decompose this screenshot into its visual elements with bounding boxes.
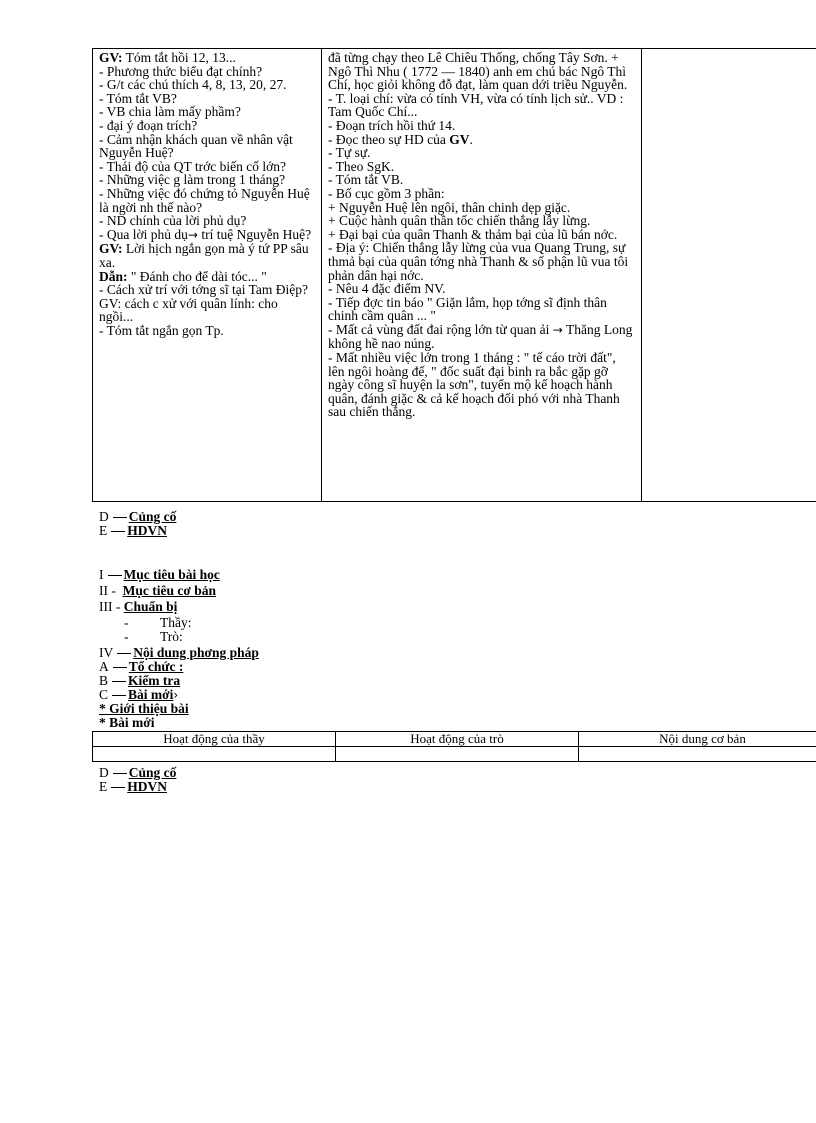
text-line — [328, 228, 635, 242]
lesson-table — [92, 48, 816, 502]
text-line — [328, 160, 635, 174]
line-text: - ND chính của lời phủ dụ? — [99, 213, 247, 229]
section-label: III - — [99, 599, 121, 614]
section-iii-preparation — [99, 600, 177, 614]
text-line — [328, 323, 635, 351]
line-text: đã từng chạy theo Lê Chiêu Thống, chống Tây Sơn. + Ngô Thì Nhu ( 1772 — 1840) anh em chú bác Ngô Thì Chí, học giỏi không đỗ đạt, làm quan dới triều Nguyễn. — [328, 50, 628, 93]
text-line — [328, 133, 635, 147]
text-line — [328, 92, 635, 119]
table-row — [93, 49, 816, 502]
line-text: - Theo SgK. — [328, 158, 395, 174]
line-text: GV: cách c xử với quân lính: cho ngồi... — [99, 295, 278, 325]
text-line — [328, 201, 635, 215]
new-lesson — [99, 716, 154, 730]
section-title: Củng cố — [128, 509, 177, 524]
header-basic-content: Nội dung cơ bản — [579, 732, 816, 747]
line-text: - Nêu 4 đặc điểm NV. — [328, 281, 446, 297]
line-text: - Đoạn trích hồi thứ 14. — [328, 117, 456, 133]
section-i-objectives — [99, 568, 220, 582]
text-line — [328, 296, 635, 323]
prep-teacher: - Thầy: — [124, 615, 192, 630]
section-title: Bài mới — [128, 687, 174, 702]
section-label: E — [99, 779, 108, 794]
line-text: - Cảm nhận khách quan về nhân vật Nguyễn Huệ? — [99, 131, 293, 161]
section-title: Mục tiêu bài học — [123, 567, 220, 582]
text-line — [99, 187, 315, 214]
section-e-homework — [99, 524, 167, 538]
text-line — [328, 119, 635, 133]
table-row — [93, 732, 816, 747]
new-lesson-label: * Bài mới — [99, 715, 155, 730]
text-line — [99, 324, 315, 338]
section-title: Kiểm tra — [128, 673, 181, 688]
line-text: Lời hịch ngắn gọn mà ý tứ PP sâu xa. — [99, 241, 309, 270]
section-title: Nội dung phơng pháp — [133, 645, 259, 660]
text-line — [99, 133, 315, 160]
text-line — [99, 92, 315, 106]
line-text: - Mất nhiều việc lớn trong 1 tháng : " tế cáo trời đất", lên ngôi hoàng đế, " đốc suất đại binh ra bắc gặp gỡ ngày công sĩ huyện la sơn", tuyển mộ kế hoạch hành quân, đánh giặc & cả kế hoạch đối phó với nhà Thanh sau chiến thắng. — [328, 350, 620, 420]
section-d-consolidation — [99, 510, 176, 524]
line-text: - Qua lời phủ dụ — [99, 226, 188, 242]
line-text: - Mất cả vùng đất đai rộng lớn từ quan ải — [328, 321, 553, 337]
line-text: - Tóm tắt VB? — [99, 90, 177, 106]
line-text: - Tiếp đợc tin báo " Giặn lắm, họp tớng sĩ định thân chinh cầm quân ... " — [328, 294, 607, 324]
line-text: - Những việc đó chứng tỏ Nguyễn Huệ là ngời nh thế nào? — [99, 185, 310, 215]
section-title: HDVN — [127, 523, 167, 538]
empty-cell — [93, 747, 336, 762]
text-line — [328, 51, 635, 92]
text-line — [99, 173, 315, 187]
teacher-activity-cell — [93, 49, 322, 502]
line-text: - T. loại chí: vừa có tính VH, vừa có tính lịch sử.. VD : Tam Quốc Chí... — [328, 90, 624, 120]
prep-teacher-label: Thầy: — [160, 615, 192, 630]
text-line — [99, 119, 315, 133]
intro-lesson — [99, 702, 189, 716]
text-line — [328, 173, 635, 187]
section-iv-content — [99, 646, 259, 660]
line-text: - Địa ý: Chiến thắng lẫy lừng của vua Quang Trung, sự thmả bại của quân tớng nhà Thanh & số phận lũ vua tôi phản dân hại nớc. — [328, 240, 629, 283]
empty-cell — [579, 747, 816, 762]
line-text: - Tóm tắt VB. — [328, 172, 404, 188]
line-text: - Thái độ của QT trớc biến cố lớn? — [99, 158, 286, 174]
section-title: Củng cố — [128, 765, 177, 780]
line-text: - Tóm tắt ngắn gọn Tp. — [99, 322, 224, 338]
header-student-activity: Hoạt động của trò — [336, 732, 579, 747]
section-title: Mục tiêu cơ bản — [122, 583, 216, 598]
text-line — [328, 187, 635, 201]
line-text: . — [469, 131, 473, 147]
header-teacher-activity: Hoạt động của thầy — [93, 732, 336, 747]
section-label: E — [99, 523, 108, 538]
text-line — [99, 78, 315, 92]
text-line — [328, 241, 635, 282]
line-text: trí tuệ Nguyễn Huệ? — [197, 226, 312, 242]
text-line — [99, 160, 315, 174]
section-label: D — [99, 765, 109, 780]
section-label: A — [99, 659, 109, 674]
line-text: + Đại bại của quân Thanh & thảm bại của lũ bán nớc. — [328, 226, 618, 242]
text-line — [328, 351, 635, 419]
text-line — [99, 65, 315, 79]
line-text: - Cách xử trí với tớng sĩ tại Tam Điệp? — [99, 282, 308, 298]
text-line — [328, 146, 635, 160]
line-text: - VB chia làm mấy phầm? — [99, 104, 241, 120]
text-line — [328, 282, 635, 296]
activity-header-table — [92, 731, 816, 762]
text-line — [99, 228, 315, 243]
intro-lesson-label: * Giới thiệu bài — [99, 701, 189, 716]
prep-student: - Trò: — [124, 629, 183, 644]
section-title: Tổ chức : — [128, 659, 184, 674]
section-label: I — [99, 567, 104, 582]
student-activity-cell — [322, 49, 642, 502]
line-text: - Tự sự. — [328, 145, 371, 161]
section-d-consolidation-2 — [99, 766, 176, 780]
section-ii-basic-goals — [99, 584, 216, 598]
empty-cell — [336, 747, 579, 762]
section-label: C — [99, 687, 109, 702]
line-text: " Đánh cho để dài tóc... " — [127, 268, 267, 284]
line-text: - G/t các chú thích 4, 8, 13, 20, 27. — [99, 77, 287, 93]
text-line — [99, 297, 315, 324]
section-title: Chuẩn bị — [123, 599, 178, 614]
text-line — [99, 105, 315, 119]
section-label: B — [99, 673, 109, 688]
text-line — [99, 51, 315, 65]
text-line — [99, 242, 315, 269]
text-line — [99, 270, 315, 284]
section-b-check — [99, 674, 180, 688]
arrow-right-icon: → — [552, 322, 563, 337]
text-line — [328, 214, 635, 228]
line-text: - Những việc g làm trong 1 tháng? — [99, 172, 286, 188]
section-label: IV — [99, 645, 114, 660]
section-label: II - — [99, 583, 116, 598]
text-line — [99, 214, 315, 228]
content-cell — [642, 49, 816, 502]
arrow-icon: › — [173, 688, 179, 702]
line-text: - Phương thức biểu đạt chính? — [99, 63, 263, 79]
line-text: Thăng Long không hề nao núng. — [328, 321, 633, 352]
arrow-right-icon: → — [187, 227, 198, 242]
line-text: + Nguyễn Huệ lên ngôi, thân chinh dẹp giặc. — [328, 199, 571, 215]
label-bold: GV — [449, 131, 470, 147]
prep-student-label: Trò: — [160, 629, 183, 644]
text-line — [99, 283, 315, 297]
line-text: Tóm tắt hồi 12, 13... — [122, 50, 236, 65]
section-title: HDVN — [127, 779, 167, 794]
label-bold: GV: — [99, 50, 123, 65]
label-bold: Dẫn: — [99, 268, 128, 284]
section-e-homework-2 — [99, 780, 167, 794]
line-text: - Bố cục gồm 3 phần: — [328, 185, 445, 201]
label-bold: GV: — [99, 241, 123, 257]
table-row — [93, 747, 816, 762]
section-a-organization — [99, 660, 183, 674]
section-label: D — [99, 509, 109, 524]
line-text: - Đọc theo sự HD của — [328, 131, 450, 147]
line-text: - đại ý đoạn trích? — [99, 117, 198, 133]
line-text: + Cuộc hành quân thần tốc chiến thắng lẫy lừng. — [328, 213, 591, 229]
